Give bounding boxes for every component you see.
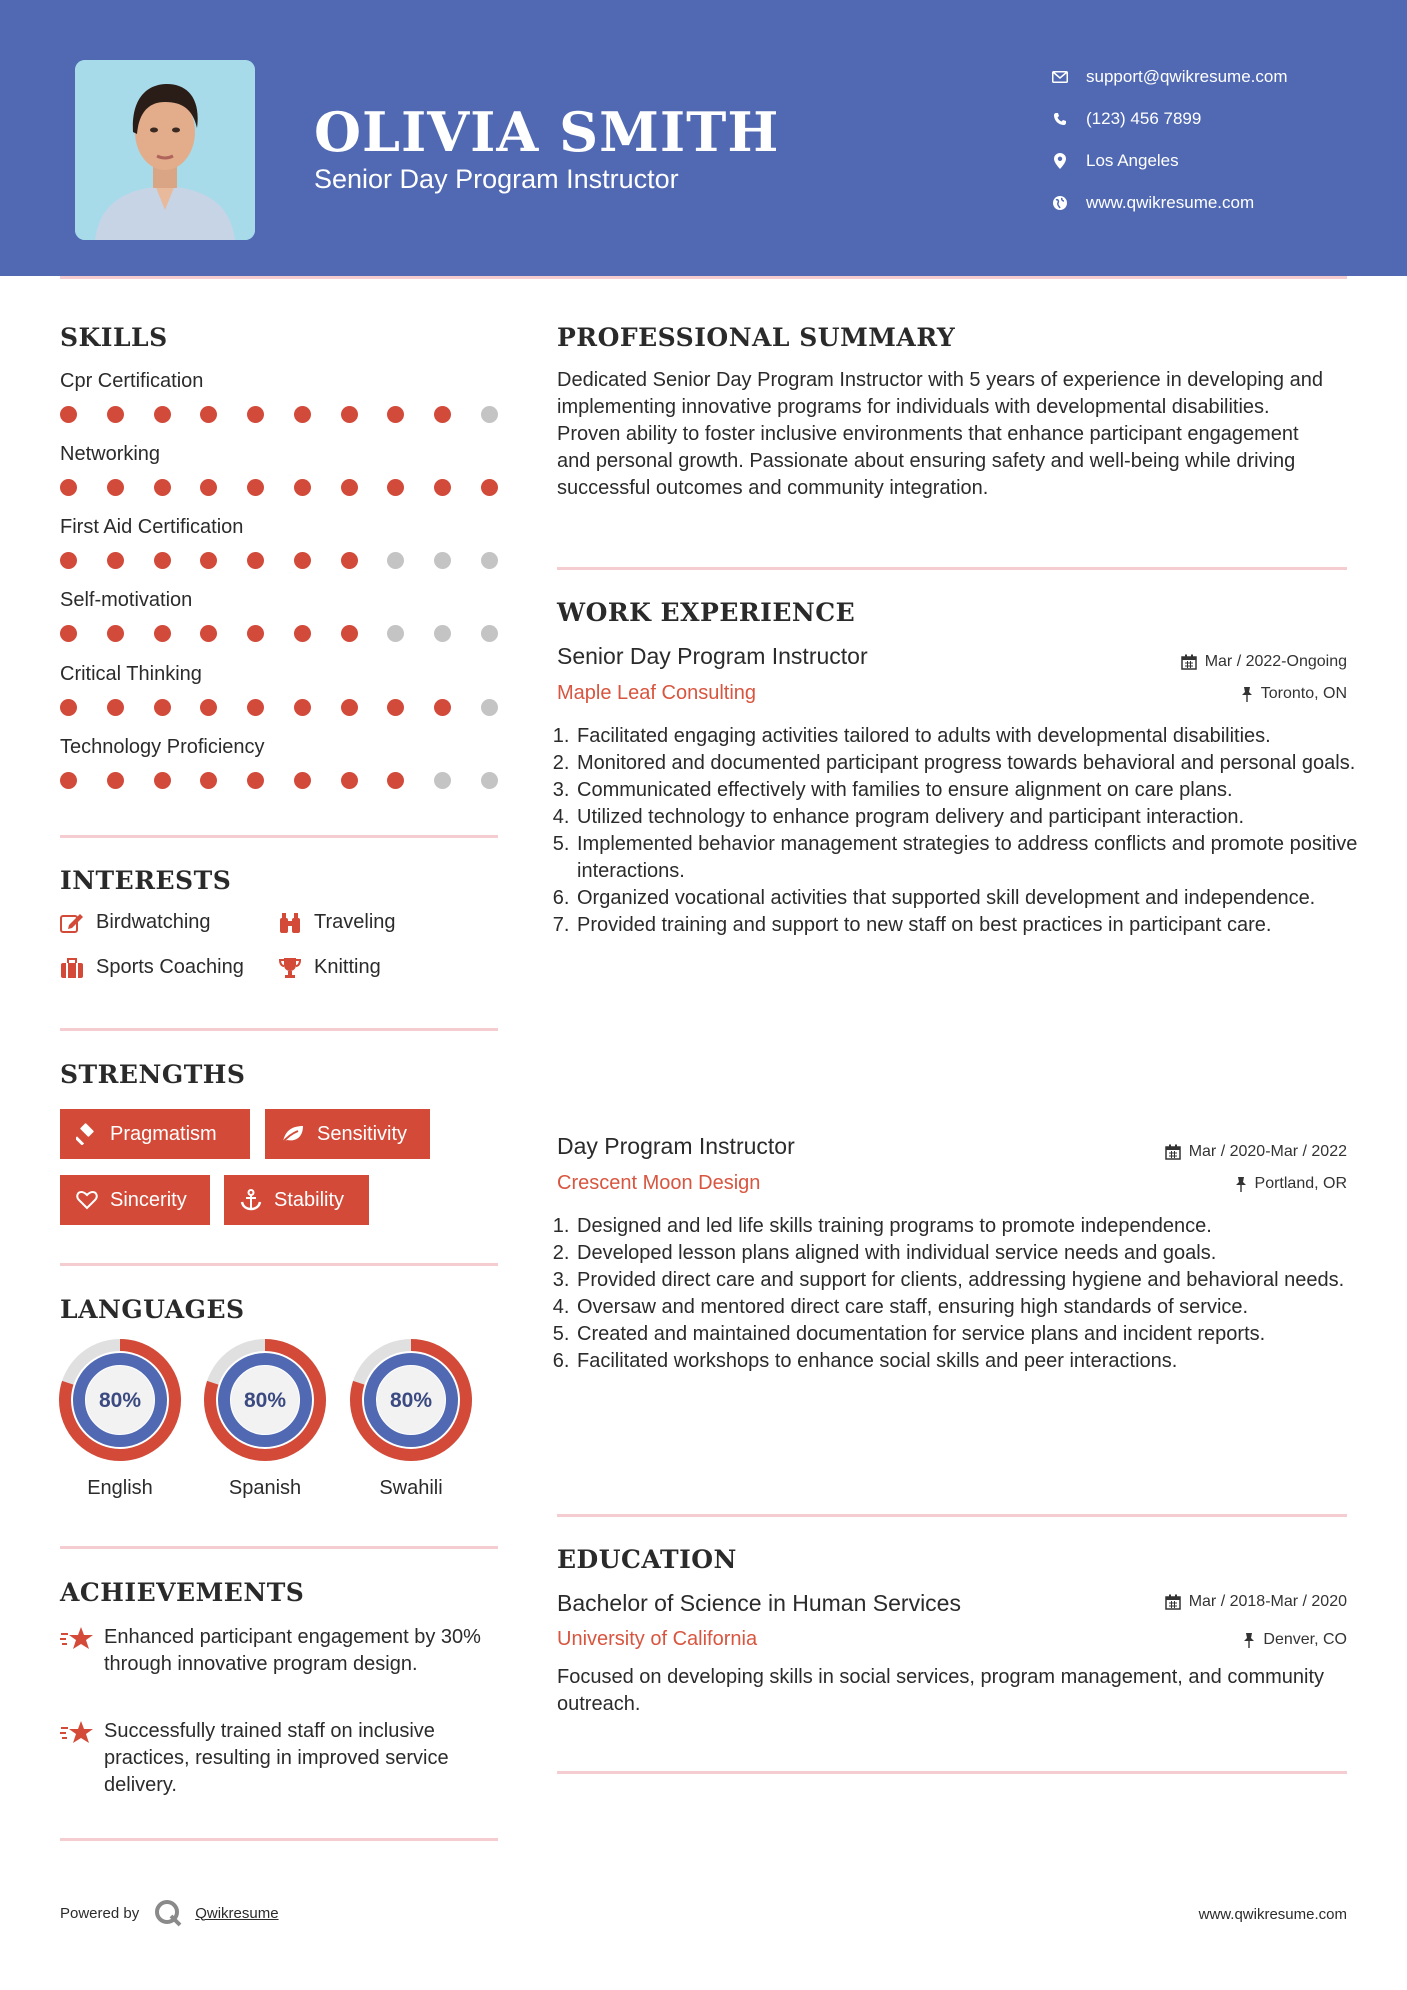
- skill-item: [60, 661, 500, 716]
- skill-dot: [434, 772, 451, 789]
- language-ring: [203, 1338, 327, 1462]
- skill-dot: [341, 552, 358, 569]
- skill-dot: [294, 699, 311, 716]
- skill-item: [60, 441, 500, 496]
- skill-dot: [200, 699, 217, 716]
- language-name: Spanish: [228, 1477, 302, 1499]
- skill-name: Critical Thinking: [60, 663, 202, 685]
- phone-icon: [1050, 109, 1070, 129]
- job-dates-text: Mar / 2022-Ongoing: [1204, 653, 1347, 670]
- list-item: 3. Provided direct care and support for clients, addressing hygiene and behavioral needs.: [575, 1267, 1365, 1294]
- leaf-icon: [281, 1124, 305, 1144]
- star-icon: [60, 1626, 94, 1652]
- interest-label: Birdwatching: [96, 911, 211, 933]
- interest-label: Knitting: [314, 956, 381, 978]
- skill-name: Networking: [60, 443, 161, 465]
- skill-dot: [434, 699, 451, 716]
- contact-website[interactable]: [1050, 182, 1288, 224]
- map-pin-icon: [1050, 151, 1070, 171]
- skill-dot: [434, 479, 451, 496]
- section-divider: [60, 835, 498, 838]
- education-heading: EDUCATION: [557, 1545, 737, 1574]
- skill-dot: [387, 772, 404, 789]
- skill-dot: [200, 479, 217, 496]
- qwikresume-link[interactable]: Qwikresume: [195, 1904, 279, 1922]
- edit-icon: [60, 912, 84, 934]
- skill-dot: [481, 552, 498, 569]
- calendar-icon: [1165, 1594, 1181, 1610]
- skill-dot: [247, 552, 264, 569]
- language-item: [203, 1338, 327, 1500]
- achievement-text: Enhanced participant engagement by 30% through innovative program design.: [104, 1626, 481, 1675]
- skill-dot: [341, 479, 358, 496]
- interest-item: [278, 956, 381, 979]
- skill-name: First Aid Certification: [60, 516, 244, 538]
- experience-heading: WORK EXPERIENCE: [557, 598, 856, 627]
- skill-dot: [60, 479, 77, 496]
- job-location-text: Toronto, ON: [1260, 685, 1347, 702]
- language-name: Swahili: [379, 1477, 443, 1499]
- skill-dot: [387, 406, 404, 423]
- list-item: 1. Facilitated engaging activities tailored to adults with developmental disabilities.: [575, 723, 1365, 750]
- briefcase-icon: [60, 957, 84, 979]
- interest-item: [60, 911, 211, 934]
- strength-label: Stability: [274, 1188, 345, 1211]
- skill-dot: [154, 479, 171, 496]
- education-dates: [1165, 1593, 1347, 1611]
- contact-email-text: support@qwikresume.com: [1086, 67, 1288, 86]
- gavel-icon: [76, 1123, 98, 1145]
- skill-dot: [294, 772, 311, 789]
- language-name: English: [87, 1477, 153, 1499]
- skill-dot: [154, 552, 171, 569]
- job-location: [1235, 1175, 1347, 1193]
- contact-location-text: Los Angeles: [1086, 151, 1179, 170]
- list-item: 3. Communicated effectively with families to ensure alignment on care plans.: [575, 777, 1365, 804]
- skill-dot: [154, 406, 171, 423]
- job-dates: [1181, 653, 1347, 671]
- skill-dot: [247, 479, 264, 496]
- envelope-icon: [1050, 67, 1070, 87]
- language-percent: 80%: [98, 1389, 142, 1412]
- job-title: Day Program Instructor: [557, 1133, 795, 1159]
- skill-dot: [107, 772, 124, 789]
- list-item: 7. Provided training and support to new staff on best practices in participant care.: [575, 912, 1365, 939]
- pushpin-icon: [1243, 1632, 1255, 1648]
- job-location: [1241, 685, 1347, 703]
- skill-dot: [481, 625, 498, 642]
- skill-dot: [107, 406, 124, 423]
- list-item: 2. Developed lesson plans aligned with individual service needs and goals.: [575, 1240, 1365, 1267]
- skill-dot: [107, 699, 124, 716]
- skill-dot: [107, 625, 124, 642]
- contact-location: [1050, 140, 1288, 182]
- skill-dot: [387, 479, 404, 496]
- qwikresume-logo-icon: [153, 1898, 183, 1928]
- skill-dot: [60, 625, 77, 642]
- skill-dot: [341, 625, 358, 642]
- candidate-name: OLIVIA SMITH: [314, 100, 780, 164]
- list-item: 4. Oversaw and mentored direct care staff, ensuring high standards of service.: [575, 1294, 1365, 1321]
- contact-phone-text: (123) 456 7899: [1086, 109, 1202, 128]
- summary-heading: PROFESSIONAL SUMMARY: [557, 323, 956, 352]
- skill-dot: [341, 406, 358, 423]
- section-divider: [60, 1263, 498, 1266]
- skill-dot: [200, 772, 217, 789]
- skill-item: [60, 514, 500, 569]
- strength-chip: [224, 1175, 369, 1225]
- skill-name: Cpr Certification: [60, 370, 204, 392]
- skill-rating: [60, 479, 498, 496]
- candidate-title: Senior Day Program Instructor: [314, 164, 679, 194]
- skill-dot: [200, 406, 217, 423]
- skill-dot: [247, 406, 264, 423]
- job-responsibilities: [553, 1213, 1365, 1375]
- skill-item: [60, 368, 500, 423]
- skill-dot: [200, 552, 217, 569]
- section-divider: [557, 567, 1347, 570]
- skill-dot: [481, 406, 498, 423]
- calendar-icon: [1181, 654, 1197, 670]
- strength-label: Pragmatism: [110, 1122, 217, 1145]
- skill-dot: [481, 479, 498, 496]
- education-school: University of California: [557, 1628, 758, 1650]
- skill-dot: [294, 552, 311, 569]
- language-item: [349, 1338, 473, 1500]
- interests-heading: INTERESTS: [60, 866, 232, 895]
- skill-dot: [387, 552, 404, 569]
- list-item: 4. Utilized technology to enhance program delivery and participant interaction.: [575, 804, 1365, 831]
- skill-rating: [60, 552, 498, 569]
- job-responsibilities: [553, 723, 1365, 939]
- skill-dot: [341, 699, 358, 716]
- achievement-item: [60, 1624, 500, 1678]
- skill-dot: [60, 699, 77, 716]
- achievement-item: [60, 1718, 500, 1799]
- language-percent: 80%: [389, 1389, 433, 1412]
- interest-label: Traveling: [314, 911, 396, 933]
- header-divider: [60, 276, 1347, 279]
- language-ring: [349, 1338, 473, 1462]
- achievements-heading: ACHIEVEMENTS: [60, 1578, 305, 1607]
- job-dates: [1165, 1143, 1347, 1161]
- calendar-icon: [1165, 1144, 1181, 1160]
- skill-dot: [481, 699, 498, 716]
- strength-label: Sincerity: [110, 1188, 187, 1211]
- section-divider: [557, 1514, 1347, 1517]
- skill-dot: [60, 772, 77, 789]
- contact-list: [1050, 56, 1288, 224]
- job-dates-text: Mar / 2020-Mar / 2022: [1188, 1143, 1347, 1160]
- skill-name: Technology Proficiency: [60, 736, 265, 758]
- skill-dot: [107, 479, 124, 496]
- languages-heading: LANGUAGES: [60, 1295, 245, 1324]
- contact-website-text: www.qwikresume.com: [1086, 193, 1255, 212]
- list-item: 5. Implemented behavior management strategies to address conflicts and promote positive interactions.: [575, 831, 1365, 885]
- star-icon: [60, 1720, 94, 1746]
- binoculars-icon: [278, 912, 302, 934]
- skill-rating: [60, 406, 498, 423]
- skill-dot: [107, 552, 124, 569]
- pushpin-icon: [1235, 1176, 1247, 1192]
- education-dates-text: Mar / 2018-Mar / 2020: [1188, 1593, 1347, 1610]
- skill-dot: [247, 625, 264, 642]
- skill-dot: [294, 406, 311, 423]
- job-company: Crescent Moon Design: [557, 1172, 761, 1194]
- skill-dot: [434, 406, 451, 423]
- language-item: [58, 1338, 182, 1500]
- contact-email[interactable]: [1050, 56, 1288, 98]
- skill-dot: [434, 625, 451, 642]
- powered-by-text: Powered by: [60, 1904, 140, 1922]
- education-description: Focused on developing skills in social services, program management, and community outreach.: [557, 1666, 1325, 1715]
- skill-rating: [60, 699, 498, 716]
- skill-rating: [60, 772, 498, 789]
- education-location-text: Denver, CO: [1263, 1631, 1347, 1648]
- skill-name: Self-motivation: [60, 589, 193, 611]
- resume-header: [0, 0, 1407, 276]
- section-divider: [60, 1028, 498, 1031]
- skill-dot: [247, 699, 264, 716]
- skill-dot: [294, 625, 311, 642]
- summary-text: Dedicated Senior Day Program Instructor with 5 years of experience in developing and implementing innovative programs for individuals with developmental disabilities. Proven ability to foster inclusive environments that enhance participant engagement and personal growth. Passionate about ensuring safety and well-being while driving successful outcomes and community integration.: [557, 369, 1323, 499]
- skill-dot: [154, 772, 171, 789]
- achievement-text: Successfully trained staff on inclusive practices, resulting in improved service delivery.: [104, 1720, 449, 1796]
- skill-dot: [387, 699, 404, 716]
- section-divider: [557, 1771, 1347, 1774]
- education-location: [1243, 1631, 1347, 1649]
- interest-item: [278, 911, 396, 934]
- strength-label: Sensitivity: [317, 1122, 408, 1145]
- strengths-heading: STRENGTHS: [60, 1060, 246, 1089]
- skill-dot: [60, 406, 77, 423]
- skill-rating: [60, 625, 498, 642]
- education-degree: Bachelor of Science in Human Services: [557, 1590, 961, 1616]
- skill-item: [60, 734, 500, 789]
- skill-dot: [200, 625, 217, 642]
- pushpin-icon: [1241, 686, 1253, 702]
- job-company: Maple Leaf Consulting: [557, 682, 757, 704]
- interest-label: Sports Coaching: [96, 956, 244, 978]
- strength-chip: [60, 1175, 210, 1225]
- job-location-text: Portland, OR: [1254, 1175, 1347, 1192]
- skill-dot: [481, 772, 498, 789]
- section-divider: [60, 1838, 498, 1841]
- contact-phone[interactable]: [1050, 98, 1288, 140]
- list-item: 6. Organized vocational activities that supported skill development and independence.: [575, 885, 1365, 912]
- globe-icon: [1050, 193, 1070, 213]
- anchor-icon: [240, 1189, 262, 1211]
- list-item: 2. Monitored and documented participant progress towards behavioral and personal goals.: [575, 750, 1365, 777]
- list-item: 1. Designed and led life skills training programs to promote independence.: [575, 1213, 1365, 1240]
- interest-item: [60, 956, 244, 979]
- trophy-icon: [278, 957, 302, 979]
- skill-dot: [341, 772, 358, 789]
- strength-chip: [60, 1109, 250, 1159]
- list-item: 5. Created and maintained documentation for service plans and incident reports.: [575, 1321, 1365, 1348]
- skill-item: [60, 587, 500, 642]
- skill-dot: [154, 625, 171, 642]
- profile-photo: [75, 60, 255, 240]
- strength-chip: [265, 1109, 430, 1159]
- skill-dot: [434, 552, 451, 569]
- skill-dot: [294, 479, 311, 496]
- job-title: Senior Day Program Instructor: [557, 643, 868, 669]
- heart-icon: [76, 1190, 98, 1210]
- language-ring: [58, 1338, 182, 1462]
- list-item: 6. Facilitated workshops to enhance social skills and peer interactions.: [575, 1348, 1365, 1375]
- language-percent: 80%: [243, 1389, 287, 1412]
- skills-heading: SKILLS: [60, 323, 168, 352]
- footer-website[interactable]: www.qwikresume.com: [1198, 1906, 1347, 1923]
- skill-dot: [60, 552, 77, 569]
- powered-by: [60, 1898, 279, 1928]
- skill-dot: [387, 625, 404, 642]
- skill-dot: [154, 699, 171, 716]
- section-divider: [60, 1546, 498, 1549]
- skill-dot: [247, 772, 264, 789]
